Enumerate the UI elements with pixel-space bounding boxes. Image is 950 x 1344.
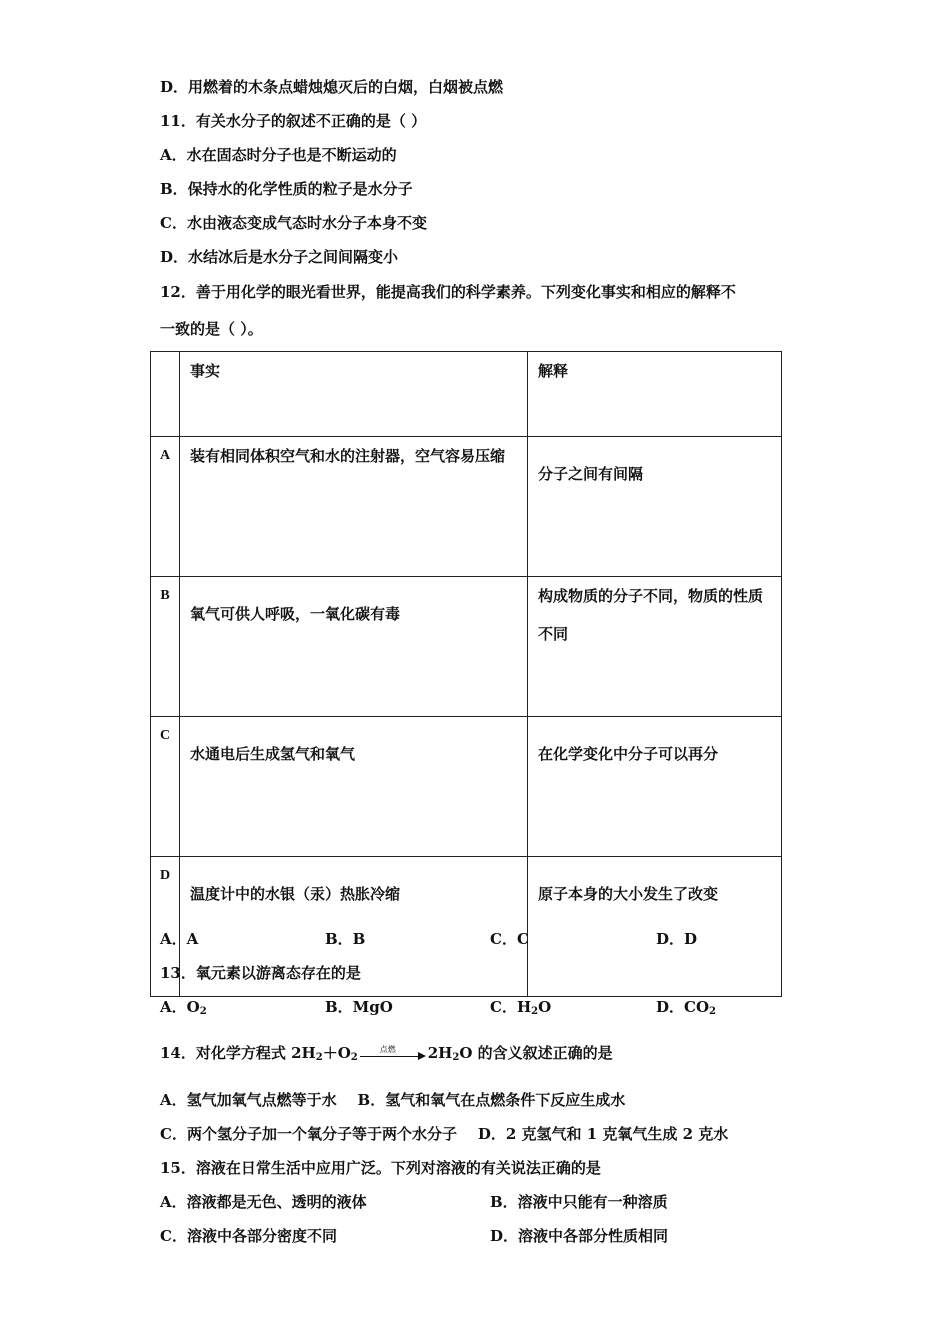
q14-stem [160,1043,613,1068]
q13-a-sub: 2 [199,1006,207,1017]
q12-stem-line1: 12．善于用化学的眼光看世界，能提高我们的科学素养。下列变化事实和相应的解释不 [160,283,736,301]
q12-option-b: B．B [325,930,366,948]
row-label: B [151,577,180,717]
q13-d-sub: 2 [709,1006,716,1017]
row-fact: 温度计中的水银（汞）热胀冷缩 [180,857,528,997]
q14-o-sub: 2 [350,1052,358,1063]
q11-stem: 11．有关水分子的叙述不正确的是（ ） [160,112,427,130]
row-label: C [151,717,180,857]
q13-c-text: C．H [490,998,532,1016]
table-row [151,577,782,717]
row-explanation: 构成物质的分子不同，物质的性质不同 [528,577,782,717]
q13-c-suffix: O [538,998,552,1016]
q12-stem-line2: 一致的是（ ）。 [160,320,263,338]
table-row [151,717,782,857]
row-explanation: 分子之间有间隔 [528,437,782,577]
table-header-row [151,352,782,437]
row-fact: 装有相同体积空气和水的注射器，空气容易压缩 [180,437,528,577]
q11-option-c: C．水由液态变成气态时水分子本身不变 [160,214,427,232]
q11-option-a: A．水在固态时分子也是不断运动的 [160,146,397,164]
header-label-cell [151,352,180,437]
q14-product-sub: 2 [452,1052,460,1063]
q15-stem: 15．溶液在日常生活中应用广泛。下列对溶液的有关说法正确的是 [160,1159,601,1177]
q11-option-d: D．水结冰后是水分子之间间隔变小 [160,248,399,266]
q15-option-d: D．溶液中各部分性质相同 [490,1227,669,1245]
q13-option-d [656,997,716,1022]
table-row [151,437,782,577]
row-explanation: 原子本身的大小发生了改变 [528,857,782,997]
q13-stem: 13．氧元素以游离态存在的是 [160,964,361,982]
header-fact: 事实 [180,352,528,437]
q14-plus-o: ＋O [322,1044,351,1062]
row-fact: 氧气可供人呼吸，一氧化碳有毒 [180,577,528,717]
q12-option-c: C．C [490,930,529,948]
q14-stem-suffix: O 的含义叙述正确的是 [459,1044,613,1062]
q13-option-c [490,997,551,1022]
q14-stem-prefix: 14．对化学方程式 2H [160,1044,316,1062]
q14-product-prefix: 2H [427,1044,453,1062]
reaction-arrow-icon [360,1044,426,1064]
reaction-condition: 点燃 [379,1045,396,1054]
q13-a-text: A．O [160,998,200,1016]
q13-option-a [160,997,207,1022]
q12-option-d: D．D [656,930,698,948]
q15-option-c: C．溶液中各部分密度不同 [160,1227,337,1245]
q11-option-b: B．保持水的化学性质的粒子是水分子 [160,180,413,198]
q13-option-b: B．MgO [325,998,393,1016]
row-fact: 水通电后生成氢气和氧气 [180,717,528,857]
q15-option-a: A．溶液都是无色、透明的液体 [160,1193,367,1211]
q13-c-sub: 2 [531,1006,539,1017]
q10-option-d: D．用燃着的木条点蜡烛熄灭后的白烟，白烟被点燃 [160,78,504,96]
q14-options-cd: C．两个氢分子加一个氧分子等于两个水分子 D．2 克氢气和 1 克氧气生成 2 克水 [160,1125,729,1143]
row-label: D [151,857,180,997]
row-label: A [151,437,180,577]
q12-table [150,351,782,997]
q14-options-ab: A．氢气加氧气点燃等于水 B．氢气和氧气在点燃条件下反应生成水 [160,1091,626,1109]
q13-d-text: D．CO [656,998,710,1016]
q12-option-a: A．A [160,930,199,948]
header-explanation: 解释 [528,352,782,437]
row-explanation: 在化学变化中分子可以再分 [528,717,782,857]
q15-option-b: B．溶液中只能有一种溶质 [490,1193,668,1211]
q14-h-sub: 2 [315,1052,323,1063]
